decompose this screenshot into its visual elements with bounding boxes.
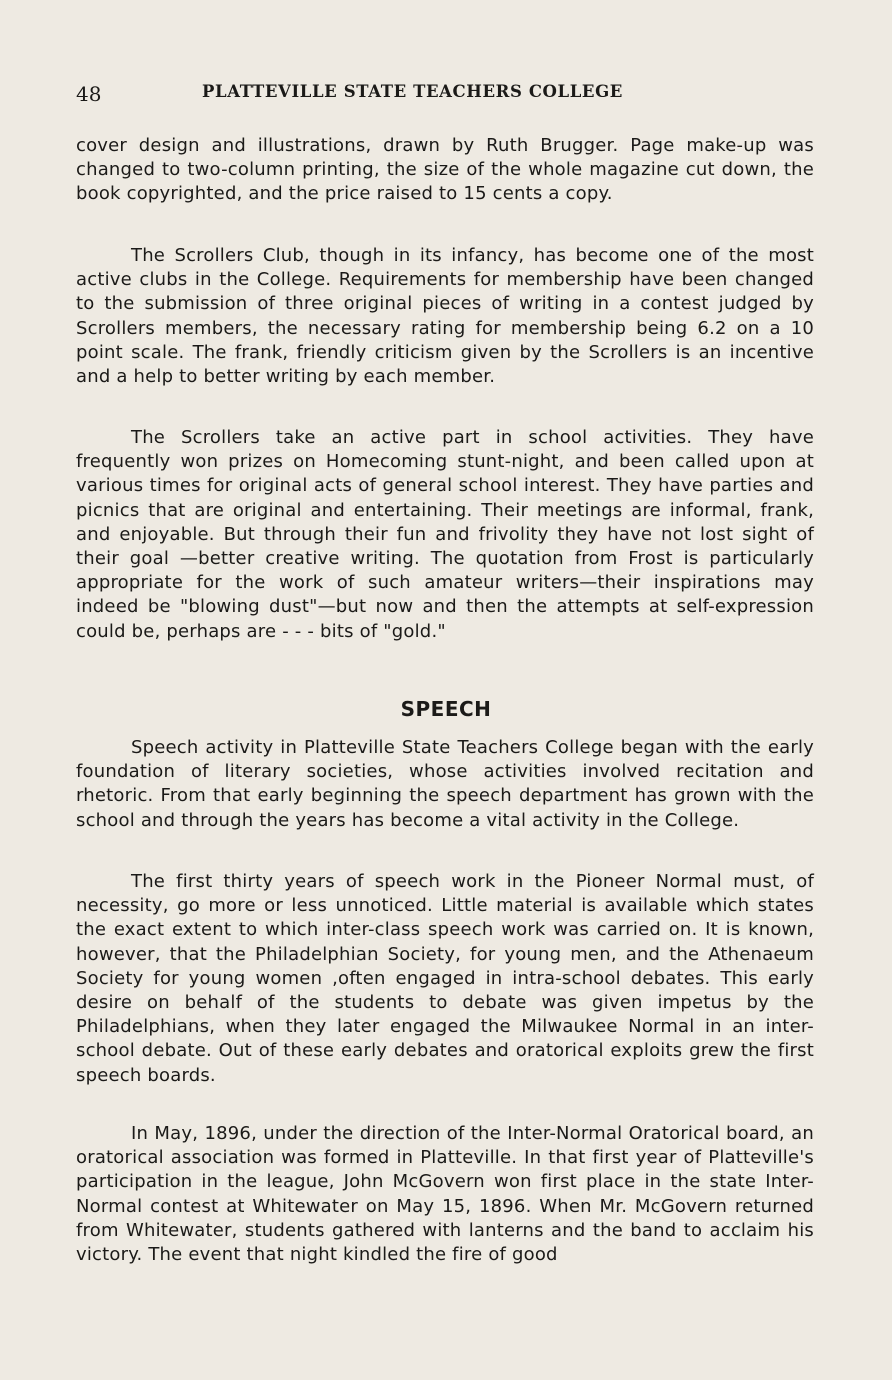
paragraph-text: Speech activity in Platteville State Teachers College began with the early foundation of literary societies, whose activities involved recitation and rhetoric. From that early beginning the speech department has grown with the school and through the years has become a vital activity in the College. bbox=[76, 737, 814, 831]
paragraph-text: The Scrollers Club, though in its infancy, has become one of the most active clubs in the College. Requirements for membership have been changed to the submission of three original pieces of writing in a contest judged by Scrollers members, the necessary rating for membership being 6.2 on a 10 point scale. The frank, friendly criticism given by the Scrollers is an incentive and a help to better writing by each member. bbox=[76, 245, 814, 388]
paragraph-continuation bbox=[76, 134, 814, 207]
paragraph-text: In May, 1896, under the direction of the Inter-Normal Oratorical board, an oratorical association was formed in Platteville. In that first year of Platteville's participation in the league, John McGovern won first place in the state Inter-Normal contest at Whitewater on May 15, 1896. When Mr. McGovern returned from Whitewater, students gathered with lanterns and the band to acclaim his victory. The event that night kindled the fire of good bbox=[76, 1123, 814, 1266]
section-heading-speech: SPEECH bbox=[400, 697, 492, 721]
running-title: PLATTEVILLE STATE TEACHERS COLLEGE bbox=[202, 82, 623, 101]
page-number: 48 bbox=[76, 82, 102, 106]
paragraph-speech-history bbox=[76, 870, 814, 1088]
paragraph-speech-intro bbox=[76, 736, 814, 833]
paragraph-scrollers-club bbox=[76, 244, 814, 389]
paragraph-scrollers-activities bbox=[76, 426, 814, 644]
paragraph-text: The Scrollers take an active part in school activities. They have frequently won prizes on Homecoming stunt-night, and been called upon at various times for original acts of general school interest. They have parties and picnics that are original and entertaining. Their meetings are informal, frank, and enjoyable. But through their fun and frivolity they have not lost sight of their goal —better creative writing. The quotation from Frost is particularly appropriate for the work of such amateur writers—their inspirations may indeed be "blowing dust"—but now and then the attempts at self-expression could be, perhaps are - - - bits of "gold." bbox=[76, 427, 814, 642]
paragraph-text: cover design and illustrations, drawn by Ruth Brugger. Page make-up was changed to two-column printing, the size of the whole magazine cut down, the book copyrighted, and the price raised to 15 cents a copy. bbox=[76, 135, 814, 205]
page-header bbox=[76, 80, 816, 110]
paragraph-oratorical-association bbox=[76, 1122, 814, 1267]
paragraph-text: The first thirty years of speech work in the Pioneer Normal must, of necessity, go more or less unnoticed. Little material is available which states the exact extent to which inter-class speech work was carried on. It is known, however, that the Philadelphian Society, for young men, and the Athenaeum Society for young women ,often engaged in intra-school debates. This early desire on behalf of the students to debate was given impetus by the Philadelphians, when they later engaged the Milwaukee Normal in an inter-school debate. Out of these early debates and oratorical exploits grew the first speech boards. bbox=[76, 871, 814, 1086]
